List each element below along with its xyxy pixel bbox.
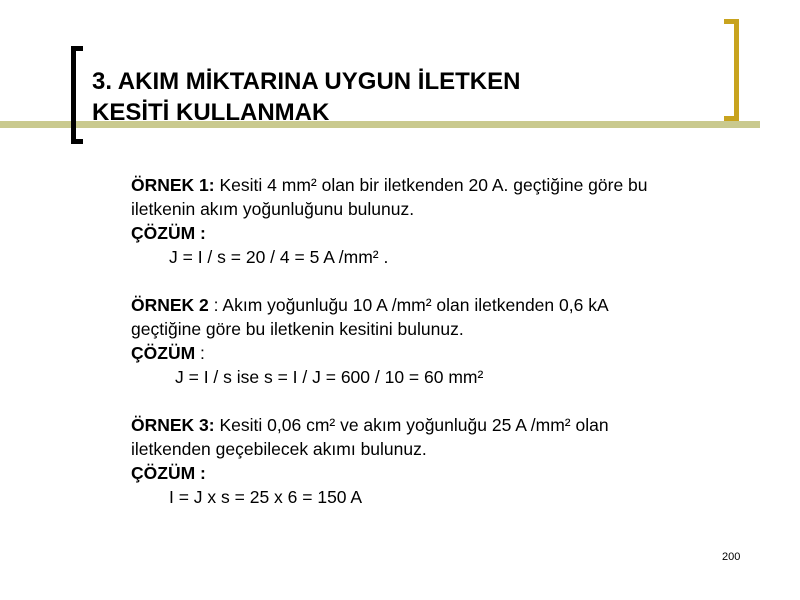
example-1-label: ÖRNEK 1: — [131, 175, 215, 195]
example-2-solution-label: ÇÖZÜM : — [131, 343, 205, 363]
left-bracket-decoration — [71, 46, 83, 144]
example-2-question — [131, 293, 751, 317]
example-1-solution-label: ÇÖZÜM : — [131, 223, 206, 243]
example-1-question — [131, 173, 751, 197]
slide-title-line1: 3. AKIM MİKTARINA UYGUN İLETKEN — [92, 68, 521, 95]
example-1-text-line1: Kesiti 4 mm² olan bir iletkenden 20 A. geçtiğine göre bu — [214, 175, 648, 195]
example-3-text-line1: Kesiti 0,06 cm² ve akım yoğunluğu 25 A /mm² olan — [214, 415, 609, 435]
example-3-text-line2: iletkenden geçebilecek akımı bulunuz. — [131, 439, 427, 459]
example-1 — [131, 173, 751, 269]
example-1-formula: J = I / s = 20 / 4 = 5 A /mm² . — [169, 247, 389, 267]
example-2-text-line2: geçtiğine göre bu iletkenin kesitini bulunuz. — [131, 319, 464, 339]
example-3-formula: I = J x s = 25 x 6 = 150 A — [169, 487, 363, 507]
example-2-label: ÖRNEK 2 — [131, 295, 209, 315]
right-bracket-decoration — [724, 19, 739, 121]
slide-title-line2: KESİTİ KULLANMAK — [92, 99, 330, 126]
slide-content — [131, 173, 751, 509]
example-3-solution-label: ÇÖZÜM : — [131, 463, 206, 483]
example-1-text-line2: iletkenin akım yoğunluğunu bulunuz. — [131, 199, 415, 219]
example-2-text-line1: : Akım yoğunluğu 10 A /mm² olan iletkenden 0,6 kA — [208, 295, 609, 315]
page-number: 200 — [722, 551, 741, 563]
example-3-label: ÖRNEK 3: — [131, 415, 215, 435]
example-3 — [131, 413, 751, 509]
example-2 — [131, 293, 751, 389]
example-3-question — [131, 413, 751, 437]
example-2-formula: J = I / s ise s = I / J = 600 / 10 = 60 mm² — [175, 367, 484, 387]
slide-title — [92, 66, 520, 128]
